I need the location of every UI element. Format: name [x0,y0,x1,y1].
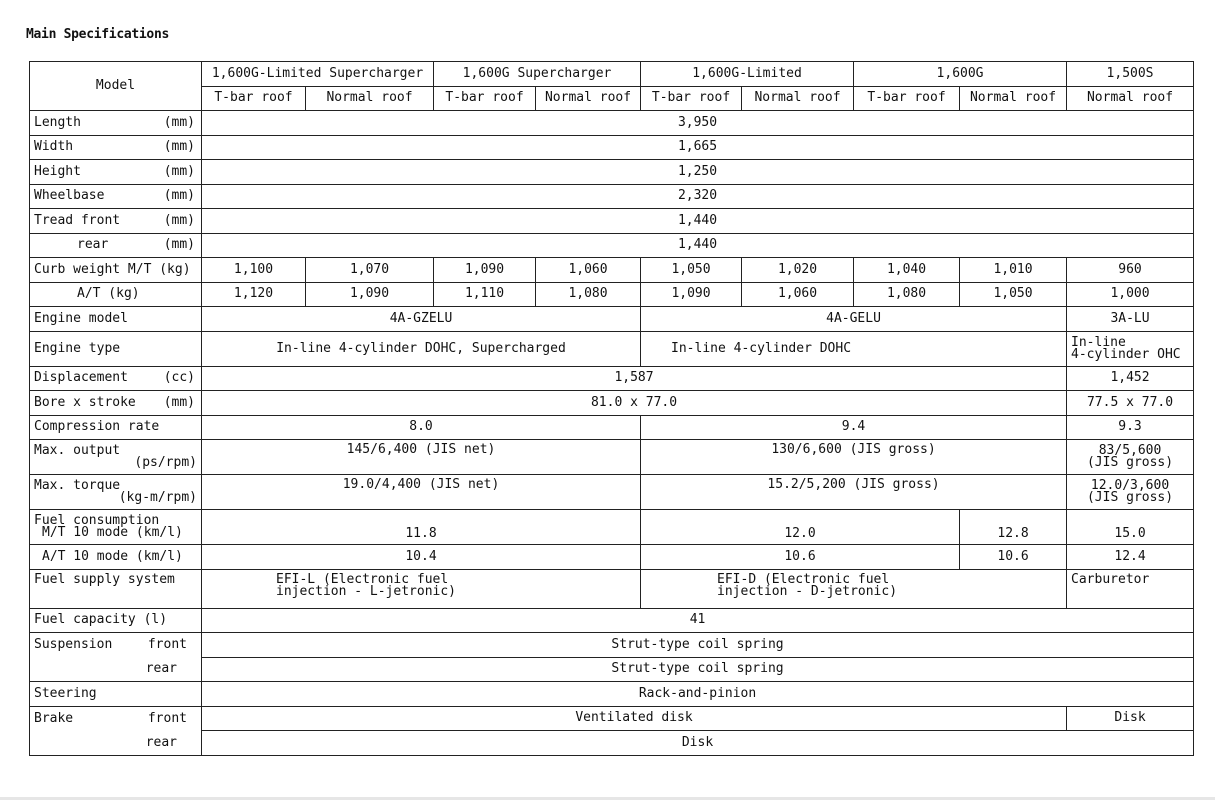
label-text: Bore x stroke [34,394,136,410]
cell-value: Strut-type coil spring [202,657,1194,682]
cell-value: 145/6,400 (JIS net) [202,440,641,475]
cell-value: 10.6 [641,545,960,570]
row-steering [30,682,1194,707]
cell-value: 9.4 [641,415,1067,440]
cell-value: 3,950 [202,111,1194,136]
row-label [30,706,202,731]
cell-value: 1,040 [854,258,960,283]
cell-value: 1,080 [854,282,960,307]
row-height [30,160,1194,185]
row-label [30,510,202,545]
row-wheelbase [30,184,1194,209]
row-suspension-front [30,633,1194,658]
row-tread-front [30,209,1194,234]
row-displacement [30,366,1194,391]
cell-value: 1,440 [202,209,1194,234]
sub-label: front [147,637,187,652]
cell-value: 10.4 [202,545,641,570]
row-label: Engine type [30,331,202,366]
label-text: M/T 10 mode (km/l) [42,525,183,540]
row-label [30,731,202,756]
cell-value: In-line 4-cylinder DOHC [641,331,1067,366]
cell-value: 1,060 [536,258,641,283]
unit-text: (mm) [163,394,195,410]
unit-text: (kg-m/rpm) [118,490,197,505]
sub-label: front [147,710,187,726]
unit-text: (ps/rpm) [134,455,197,470]
row-fuel-mt [30,510,1194,545]
row-label [30,475,202,510]
row-label: Fuel capacity (l) [30,608,202,633]
row-suspension-rear [30,657,1194,682]
row-label [30,233,202,258]
cell-value-multiline [1067,475,1194,510]
cell-value: In-line 4-cylinder DOHC, Supercharged [202,331,641,366]
roof-header: T-bar roof [434,86,536,111]
line-2: 4-cylinder OHC [1071,346,1181,362]
label-text: Suspension [34,637,113,652]
label-text: Fuel consumption [34,513,160,528]
row-label: Compression rate [30,415,202,440]
row-label: Steering [30,682,202,707]
unit-text: (cc) [163,370,195,386]
group-header: 1,600G-Limited Supercharger [202,62,434,87]
line-1: 12.0/3,600 [1090,478,1170,493]
cell-value: 12.0 [641,510,960,545]
cell-value: 1,665 [202,135,1194,160]
row-label [30,657,202,682]
row-label [30,160,202,185]
row-label: Fuel supply system [30,569,202,608]
row-label [30,111,202,136]
roof-header: Normal roof [960,86,1067,111]
unit-text: (mm) [163,237,195,253]
row-brake-rear [30,731,1194,756]
cell-value: 1,000 [1067,282,1194,307]
spec-table [29,61,1194,756]
cell-value: 81.0 x 77.0 [202,391,1067,416]
group-header: 1,600G [854,62,1067,87]
cell-value: 19.0/4,400 (JIS net) [202,475,641,510]
row-bore [30,391,1194,416]
cell-value: Disk [202,731,1194,756]
row-label [30,209,202,234]
row-tread-rear [30,233,1194,258]
unit-text: (mm) [163,212,195,228]
cell-value: 2,320 [202,184,1194,209]
header-row-groups [30,62,1194,87]
line-2: injection - L-jetronic) [276,583,457,599]
cell-value-multiline [202,569,641,608]
cell-value: 1,100 [202,258,306,283]
group-header: 1,500S [1067,62,1194,87]
sub-label: rear [145,734,177,750]
row-label [30,440,202,475]
header-row-roof [30,86,1194,111]
roof-header: Normal roof [1067,86,1194,111]
cell-value: 1,090 [306,282,434,307]
line-1: EFI-D (Electronic fuel [717,571,890,587]
cell-value: 8.0 [202,415,641,440]
cell-value: 1,010 [960,258,1067,283]
cell-value: 10.6 [960,545,1067,570]
roof-header: Normal roof [306,86,434,111]
cell-value: 1,070 [306,258,434,283]
roof-header: T-bar roof [202,86,306,111]
cell-value: 1,090 [434,258,536,283]
cell-value: 960 [1067,258,1194,283]
cell-value: 4A-GELU [641,307,1067,332]
cell-value: 1,090 [641,282,742,307]
unit-text: (mm) [163,114,195,130]
cell-value: 1,050 [960,282,1067,307]
cell-value: 1,250 [202,160,1194,185]
page-title: Main Specifications [26,27,170,42]
label-text: Max. torque [34,478,121,493]
label-text: Tread front [34,212,121,228]
cell-value-multiline [641,569,1067,608]
model-header: Model [30,62,202,111]
roof-header: Normal roof [536,86,641,111]
cell-value: 1,080 [536,282,641,307]
cell-value: 1,020 [742,258,854,283]
cell-value: 11.8 [202,510,641,545]
label-text: Length [34,114,81,130]
label-text: Width [34,139,74,155]
cell-value: 1,452 [1067,366,1194,391]
roof-header: Normal roof [742,86,854,111]
cell-value: Ventilated disk [202,706,1067,731]
roof-header: T-bar roof [854,86,960,111]
unit-text: (mm) [163,188,195,204]
row-engine-model [30,307,1194,332]
cell-value: 1,120 [202,282,306,307]
roof-header: T-bar roof [641,86,742,111]
group-header: 1,600G Supercharger [434,62,641,87]
cell-value: Strut-type coil spring [202,633,1194,658]
cell-value: 9.3 [1067,415,1194,440]
line-2: (JIS gross) [1086,455,1174,470]
row-label: A/T (kg) [30,282,202,307]
cell-value: 1,587 [202,366,1067,391]
cell-value: 15.0 [1067,510,1194,545]
row-compression [30,415,1194,440]
line-1: EFI-L (Electronic fuel [276,571,449,587]
row-label [30,135,202,160]
row-fuel-at [30,545,1194,570]
row-curb-mt [30,258,1194,283]
row-length [30,111,1194,136]
row-label: Curb weight M/T (kg) [30,258,202,283]
line-1: In-line [1071,334,1126,350]
row-curb-at [30,282,1194,307]
unit-text: (mm) [163,139,195,155]
row-label: Engine model [30,307,202,332]
line-2: (JIS gross) [1086,490,1174,505]
label-text: Displacement [34,370,128,386]
cell-value: 12.8 [960,510,1067,545]
label-text: Max. output [34,443,121,458]
label-text: rear [77,237,109,253]
unit-text: (mm) [163,163,195,179]
cell-value: 130/6,600 (JIS gross) [641,440,1067,475]
cell-value: Carburetor [1067,569,1194,608]
group-header: 1,600G-Limited [641,62,854,87]
row-engine-type [30,331,1194,366]
label-text: Brake [34,710,74,726]
cell-value: Rack-and-pinion [202,682,1194,707]
cell-value: 41 [202,608,1194,633]
line-2: injection - D-jetronic) [717,583,898,599]
cell-value: 1,440 [202,233,1194,258]
row-output [30,440,1194,475]
cell-value: 1,050 [641,258,742,283]
row-width [30,135,1194,160]
label-text: Height [34,163,81,179]
cell-value: 77.5 x 77.0 [1067,391,1194,416]
cell-value: 1,060 [742,282,854,307]
cell-value: 15.2/5,200 (JIS gross) [641,475,1067,510]
line-1: 83/5,600 [1098,443,1162,458]
cell-value: 12.4 [1067,545,1194,570]
cell-value-multiline [1067,331,1194,366]
sub-label: rear [145,661,177,676]
label-text: Wheelbase [34,188,105,204]
cell-value: 4A-GZELU [202,307,641,332]
row-label [30,184,202,209]
row-fuel-capacity [30,608,1194,633]
row-label [30,366,202,391]
row-label [30,391,202,416]
row-torque [30,475,1194,510]
cell-value: 3A-LU [1067,307,1194,332]
row-label [30,633,202,658]
row-fuel-supply [30,569,1194,608]
row-brake-front [30,706,1194,731]
cell-value: 1,110 [434,282,536,307]
cell-value-multiline [1067,440,1194,475]
cell-value: Disk [1067,706,1194,731]
row-label: A/T 10 mode (km/l) [30,545,202,570]
